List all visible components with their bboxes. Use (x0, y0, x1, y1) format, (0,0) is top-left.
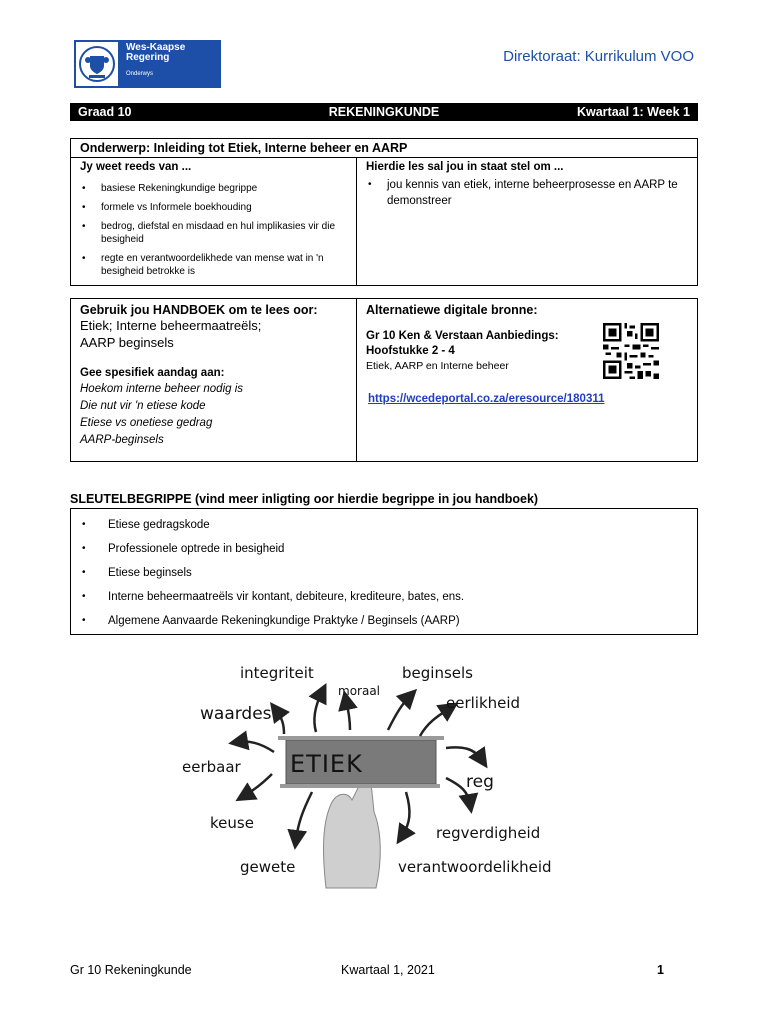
key-concept-item: • Etiese gedragskode (71, 518, 697, 532)
center-word-etiek: ETIEK (290, 750, 363, 778)
word-eerbaar: eerbaar (182, 758, 241, 776)
page-number: 1 (657, 963, 664, 977)
wcg-logo (74, 40, 221, 88)
logo-line1: Wes-Kaapse (126, 42, 186, 53)
topic-heading: Onderwerp: Inleiding tot Etiek, Interne beheer en AARP (71, 139, 697, 158)
word-beginsels: beginsels (402, 664, 473, 682)
logo-text (120, 40, 185, 88)
footer-center: Kwartaal 1, 2021 (341, 963, 435, 977)
coat-of-arms-icon (74, 40, 120, 88)
word-reg: reg (466, 772, 494, 792)
word-regverdigheid: regverdigheid (436, 824, 541, 842)
word-moraal: moraal (338, 684, 381, 698)
attention-title: Gee spesifiek aandag aan: (80, 367, 225, 379)
known-title: Jy weet reeds van ... (80, 161, 192, 173)
word-waardes: waardes (200, 704, 272, 724)
resources-box (70, 298, 698, 462)
digital-sub2: Hoofstukke 2 - 4 (366, 345, 455, 357)
key-concepts-title: SLEUTELBEGRIPPE (vind meer inligting oor hierdie begrippe in jou handboek) (70, 492, 539, 506)
ethics-illustration (176, 652, 556, 892)
logo-line3: Onderwys (126, 71, 154, 77)
digital-title: Alternatiewe digitale bronne: (366, 303, 538, 317)
attention-item: AARP-beginsels (80, 434, 164, 446)
word-gewete: gewete (240, 858, 296, 876)
topic-box (70, 138, 698, 286)
key-concept-item: • Etiese beginsels (71, 566, 697, 580)
key-concept-item: • Algemene Aanvaarde Rekeningkundige Praktyke / Beginsels (AARP) (71, 614, 697, 628)
logo-line2: Regering (126, 52, 170, 63)
word-verantwoordelikheid: verantwoordelikheid (398, 858, 552, 876)
known-item: • regte en verantwoordelikhede van mense wat in 'n besigheid betrokke is (71, 252, 356, 278)
goals-title: Hierdie les sal jou in staat stel om ... (366, 161, 564, 173)
attention-item: Hoekom interne beheer nodig is (80, 383, 244, 395)
eresource-link[interactable]: https://wcedeportal.co.za/eresource/180311 (368, 393, 605, 405)
key-concept-item: • Professionele optrede in besigheid (71, 542, 697, 556)
grade-label: Graad 10 (78, 105, 132, 119)
digital-sub1: Gr 10 Ken & Verstaan Aanbiedings: (366, 330, 559, 342)
digital-desc: Etiek, AARP en Interne beheer (366, 360, 509, 372)
digital-column (357, 299, 697, 461)
known-column (71, 158, 357, 285)
footer-left: Gr 10 Rekeningkunde (70, 963, 192, 977)
subject-label: REKENINGKUNDE (328, 105, 440, 119)
qr-code-icon[interactable] (603, 323, 659, 379)
attention-item: Die nut vir 'n etiese kode (80, 400, 206, 412)
title-bar (70, 103, 698, 121)
word-eerlikheid: eerlikheid (446, 694, 521, 712)
known-item: • basiese Rekeningkundige begrippe (71, 182, 356, 195)
term-label: Kwartaal 1: Week 1 (576, 105, 690, 119)
key-concept-item: • Interne beheermaatreëls vir kontant, debiteure, krediteure, bates, ens. (71, 590, 697, 604)
handbook-title: Gebruik jou HANDBOEK om te lees oor: (80, 303, 318, 317)
known-item: • bedrog, diefstal en misdaad en hul implikasies vir die besigheid (71, 220, 356, 246)
goals-column (357, 158, 697, 285)
known-item: • formele vs Informele boekhouding (71, 201, 356, 214)
attention-item: Etiese vs onetiese gedrag (80, 417, 213, 429)
handbook-line2: AARP beginsels (80, 335, 174, 350)
handbook-column (71, 299, 357, 461)
key-concepts-box (70, 508, 698, 635)
handbook-line1: Etiek; Interne beheermaatreëls; (80, 318, 262, 333)
directorate-title: Direktoraat: Kurrikulum VOO (503, 48, 694, 65)
word-keuse: keuse (210, 814, 254, 832)
word-integriteit: integriteit (240, 664, 314, 682)
goals-item: • jou kennis van etiek, interne beheerprosesse en AARP te demonstreer (357, 177, 697, 209)
